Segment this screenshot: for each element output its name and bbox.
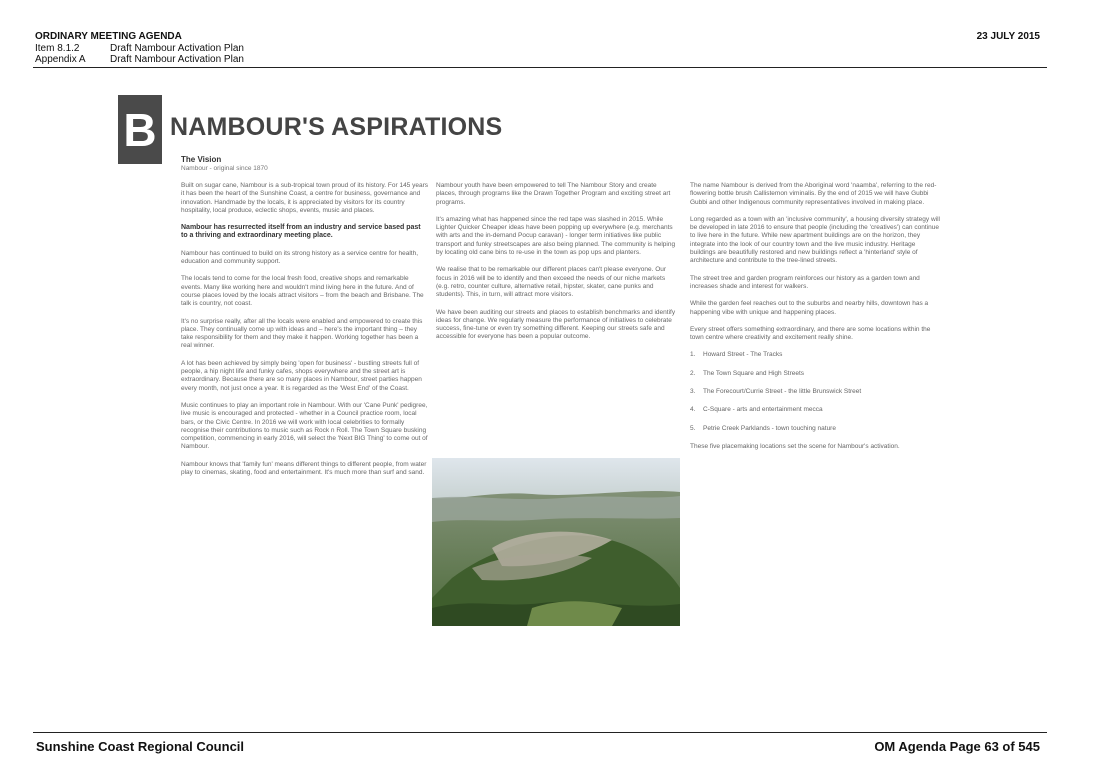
council-name: Sunshine Coast Regional Council	[36, 739, 245, 754]
highlight-paragraph: Nambour has resurrected itself from an industry and service based past to a thriving and extraordinary meeting place.	[181, 224, 421, 240]
paragraph: The locals tend to come for the local fresh food, creative shops and remarkable events. Many like working here and wouldn't mind living here in the future. And of course places loved by the locals attract visitors – from the beach and Brisbane. The talk is country, not coast.	[181, 275, 424, 308]
paragraph: It's amazing what has happened since the red tape was slashed in 2015. While Lighter Quicker Cheaper ideas have been popping up everywhere (e.g. merchants with arts and the in-demand Pocup caravan) - longer term initiatives like public transport and funky streetscapes are also being planned. The community is helping by locating old cane bins to re-use in the town as pop ups and planters.	[436, 215, 676, 257]
header-divider	[33, 67, 1047, 68]
paragraph: We realise that to be remarkable our different places can't please everyone. Our focus in 2016 will be to identify and then exceed the needs of our niche markets (e.g. retro, counter culture, alternative retail, hipster, skater, cane punks and students). This, in turn, will attract more visitors.	[436, 266, 667, 299]
text-column-3	[690, 182, 940, 460]
list-item: 4. C-Square - arts and entertainment mecca	[690, 406, 823, 414]
page-title: NAMBOUR'S ASPIRATIONS	[170, 113, 503, 141]
paragraph: While the garden feel reaches out to the suburbs and nearby hills, downtown has a happening vibe with unique and happening places.	[690, 300, 929, 316]
list-item: 1. Howard Street - The Tracks	[690, 351, 783, 359]
paragraph: These five placemaking locations set the scene for Nambour's activation.	[690, 442, 900, 450]
paragraph: We have been auditing our streets and places to establish benchmarks and identify ideas for change. We regularly measure the performance of initiatives to celebrate success, fine-tune or even try something different. Keeping our streets safe and accessible for everyone has been a popular outcome.	[436, 308, 676, 341]
appendix-label: Appendix A	[35, 54, 86, 65]
paragraph: Nambour has continued to build on its strong history as a service centre for health, education and community support.	[181, 249, 419, 266]
list-item: 2. The Town Square and High Streets	[690, 369, 805, 377]
list-item: 3. The Forecourt/Currie Street - the little Brunswick Street	[690, 388, 862, 396]
vision-heading: The Vision	[181, 155, 222, 164]
list-item: 5. Petrie Creek Parklands - town touching nature	[690, 424, 836, 432]
paragraph: A lot has been achieved by simply being 'open for business' - bustling streets full of people, a hip night life and funky cafes, shops everywhere and the street art is extraordinary. Because there are so many places in Nambour, street parties happen every month, not just once a year. It is regarded as the 'West End' of the Coast.	[181, 359, 422, 392]
paragraph: Long regarded as a town with an 'inclusive community', a housing diversity strategy will be developed in late 2016 to ensure that people (including the 'creatives') can continue to live here in the future. While new apartment buildings are on the horizon, they integrate into the look of our country town and the live music industry. Heritage buildings are beautifully restored and new buildings reflect a 'hinterland' style of architecture and contribute to the tree-lined streets.	[690, 215, 940, 265]
placemaking-list	[690, 351, 940, 432]
meeting-title: ORDINARY MEETING AGENDA	[35, 31, 182, 42]
section-badge: B	[118, 95, 162, 164]
text-column-1	[181, 182, 429, 486]
item-value: Draft Nambour Activation Plan	[110, 42, 244, 54]
appendix-value: Draft Nambour Activation Plan	[110, 54, 244, 65]
paragraph: Every street offers something extraordinary, and there are some locations within the town centre where creativity and excitement really shine.	[690, 325, 931, 342]
aerial-photo-image	[432, 458, 680, 626]
page-number: OM Agenda Page 63 of 545	[874, 739, 1040, 754]
text-column-2	[436, 182, 678, 351]
paragraph: The street tree and garden program reinforces our history as a garden town and increases shade and interest for walkers.	[690, 274, 920, 290]
aerial-photo	[432, 458, 680, 626]
paragraph: Built on sugar cane, Nambour is a sub-tropical town proud of its history. For 145 years it has been the heart of the Sunshine Coast, a centre for business, governance and innovation. Handmade by the locals, it is appreciated by visitors for its country hospitality, local produce, eclectic shops, events, music and places.	[181, 182, 428, 214]
paragraph: The name Nambour is derived from the Aboriginal word 'naamba', referring to the red-flowering bottle brush Callistemon viminalis. By the end of 2015 we will have Gubbi Gubbi and other Indigenous community representatives involved in making place.	[690, 182, 937, 206]
paragraph: It's no surprise really, after all the locals were enabled and empowered to create this place. They continually come up with ideas and – here's the important thing – they take responsibility for them and they make it happen. Working together has been a real winner.	[181, 317, 423, 350]
meeting-date: 23 JULY 2015	[976, 31, 1040, 42]
footer-divider	[33, 732, 1047, 733]
item-label: Item 8.1.2	[35, 42, 80, 54]
paragraph: Nambour youth have been empowered to tell The Nambour Story and create places, through programs like the Drawn Together Program and exciting street art programs.	[436, 182, 671, 206]
paragraph: Nambour knows that 'family fun' means different things to different people, from water play to cinemas, skating, food and entertainment. It's much more than surf and sand.	[181, 460, 427, 477]
page-header	[35, 31, 244, 66]
paragraph: Music continues to play an important role in Nambour. With our 'Cane Punk' pedigree, live music is encouraged and protected - whether in a Council practice room, local bars, or the Civic Centre. In 2016 we will work with local celebrities to formally recognise their contributions to music such as Rock n Roll. The Town Square busking competition, commencing in early 2016, will select the 'Next BIG Thing' to come out of Nambour.	[181, 401, 428, 451]
vision-subheading: Nambour - original since 1870	[181, 165, 268, 172]
